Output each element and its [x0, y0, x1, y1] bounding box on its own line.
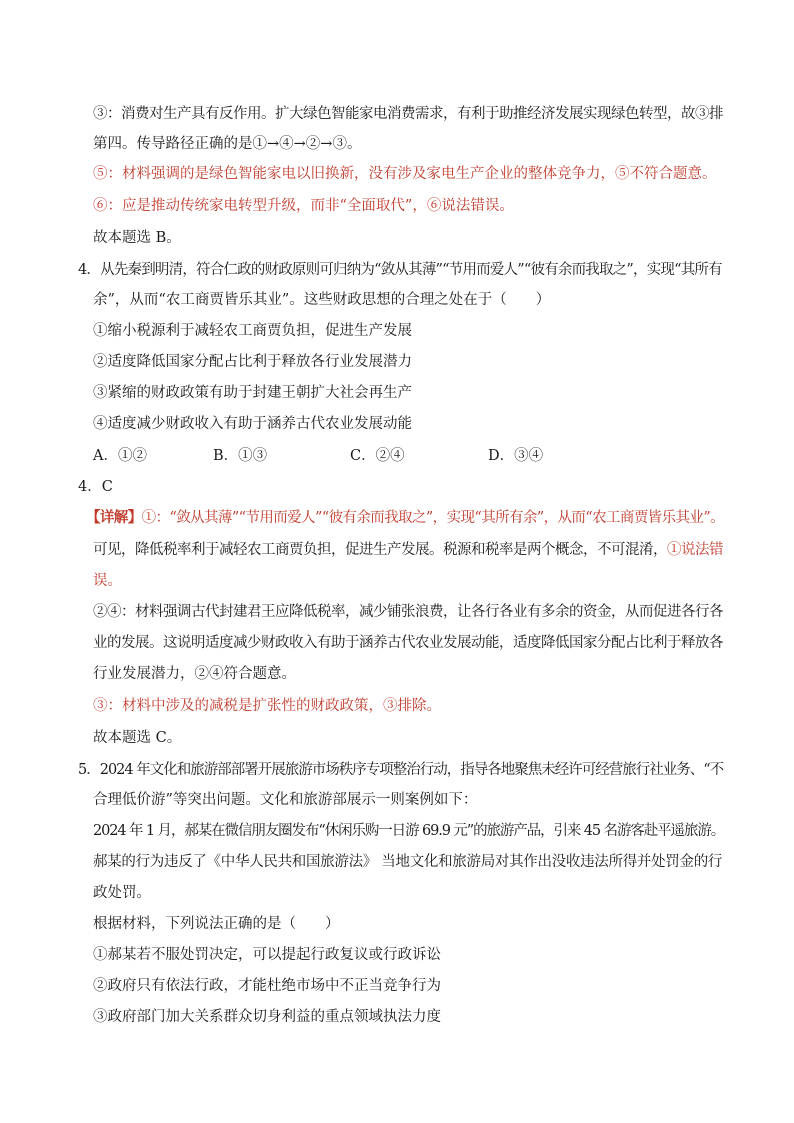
explanation-4-text-2: 可见，降低税率利于减轻农工商贾负担，促进生产发展。税源和税率是两个概念，不可混淆， [93, 542, 667, 558]
question-4-option-b: B．①③ [213, 448, 268, 464]
question-5-case-1: 2024 年 1 月，郝某在微信朋友圈发布“休闲乐购一日游 69.9 元”的旅游产品，引来 45 名游客赴平遥旅游。 [93, 823, 725, 839]
question-4-statement-2: ②适度降低国家分配占比利于释放各行业发展潜力 [93, 354, 412, 370]
question-4-stem: 4．从先秦到明清，符合仁政的财政原则可归纳为“敛从其薄”“节用而爱人”“彼有余而我取之”，实现“其所有 [78, 262, 722, 278]
answer-line-q4: 故本题选 C。 [93, 730, 182, 746]
explanation-4-line-1 [86, 508, 724, 528]
analysis-line-3: ③：消费对生产具有反作用。扩大绿色智能家电消费需求，有利于助推经济发展实现绿色转型，故③排 [93, 106, 723, 122]
question-5-statement-3: ③政府部门加大关系群众切身利益的重点领域执法力度 [93, 1009, 441, 1025]
explanation-4-text-2-red: ①说法错 [667, 542, 723, 558]
question-4-statement-4: ④适度减少财政收入有助于涵养古代农业发展动能 [93, 416, 412, 432]
question-4-statement-3: ③紧缩的财政政策有助于封建王朝扩大社会再生产 [93, 385, 412, 401]
question-5-stem: 5．2024 年文化和旅游部部署开展旅游市场秩序专项整治行动，指导各地聚焦未经许可经营旅行社业务、“不 [78, 762, 724, 778]
question-4-stem-cont: 余”，从而“农工商贾皆乐其业”。这些财政思想的合理之处在于（ ） [93, 292, 551, 308]
explanation-4-line-4: ②④：材料强调古代封建君王应降低税率，减少铺张浪费，让各行各业有多余的资金，从而促进各行各 [93, 604, 723, 620]
question-4-statement-1: ①缩小税源利于减轻农工商贾负担，促进生产发展 [93, 323, 412, 339]
explanation-4-line-6: 行业发展潜力，②④符合题意。 [93, 666, 296, 682]
explanation-4-line-5: 业的发展。这说明适度减少财政收入有助于涵养古代农业发展动能，适度降低国家分配占比利于释放各 [93, 635, 723, 651]
question-5-statement-2: ②政府只有依法行政，才能杜绝市场中不正当竞争行为 [93, 978, 441, 994]
question-5-case-2: 郝某的行为违反了《中华人民共和国旅游法》 当地文化和旅游局对其作出没收违法所得并处罚金的行 [93, 854, 723, 870]
answer-line-q3: 故本题选 B。 [93, 230, 181, 246]
explanation-4-line-3: 误。 [93, 573, 122, 589]
explanation-tag: 【详解】 [86, 509, 142, 526]
answer-4-key: 4．C [78, 479, 113, 495]
analysis-line-6: ⑥：应是推动传统家电转型升级，而非“全面取代”，⑥说法错误。 [93, 198, 514, 214]
question-5-prompt: 根据材料，下列说法正确的是（ ） [93, 916, 340, 932]
question-5-case-3: 政处罚。 [93, 885, 151, 901]
question-4-option-d: D．③④ [488, 448, 544, 464]
explanation-4-text-1: ①：“敛从其薄”“节用而爱人”“彼有余而我取之”，实现“其所有余”，从而“农工商贾皆乐其业”。 [141, 510, 725, 526]
question-4-option-c: C．②④ [350, 448, 405, 464]
explanation-4-line-7: ③：材料中涉及的减税是扩张性的财政政策，③排除。 [93, 698, 441, 714]
question-5-stem-cont: 合理低价游”等突出问题。文化和旅游部展示一则案例如下： [93, 792, 478, 808]
question-4-option-a: A．①② [93, 448, 147, 464]
analysis-line-3-cont: 第四。传导路径正确的是①→④→②→③。 [93, 136, 362, 152]
analysis-line-5: ⑤：材料强调的是绿色智能家电以旧换新，没有涉及家电生产企业的整体竞争力，⑤不符合题意。 [93, 166, 717, 182]
explanation-4-line-2 [93, 540, 723, 560]
question-5-statement-1: ①郝某若不服处罚决定，可以提起行政复议或行政诉讼 [93, 947, 441, 963]
